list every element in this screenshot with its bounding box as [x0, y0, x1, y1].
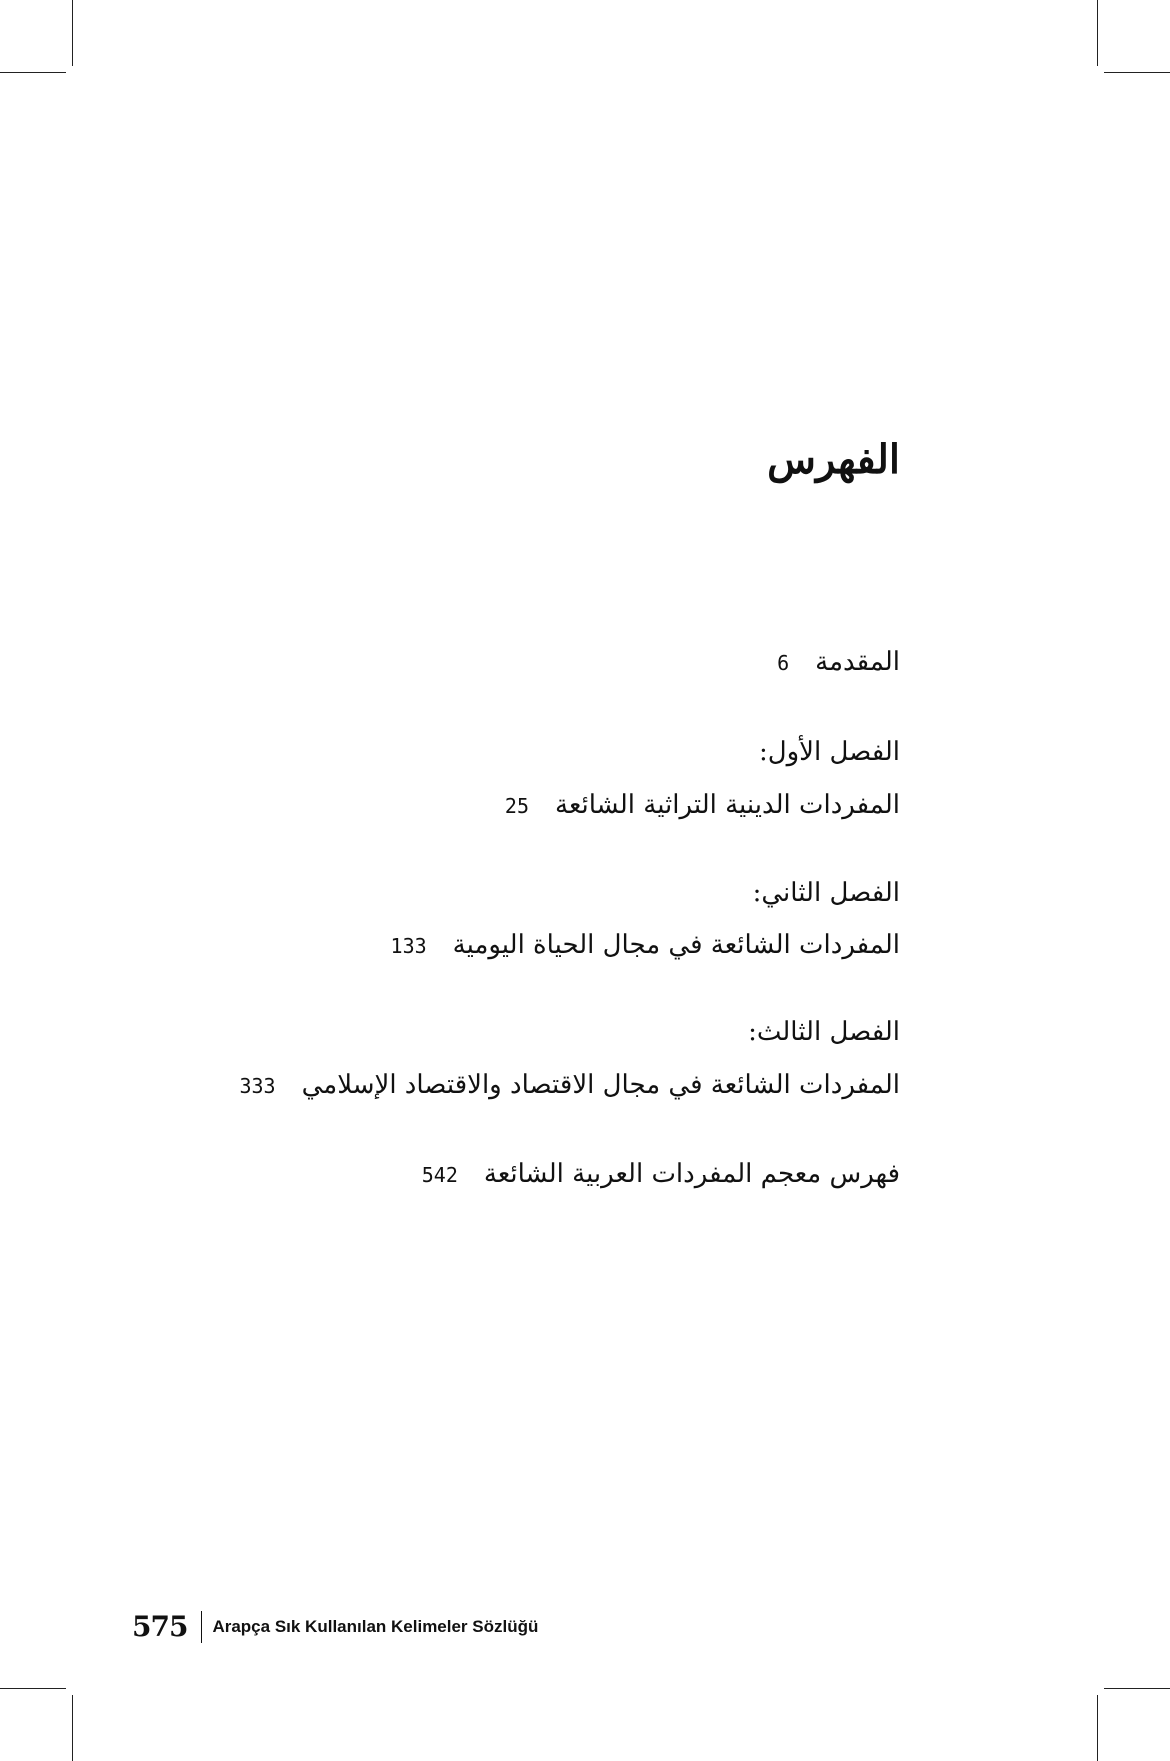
toc-chapter3-heading: الفصل الثالث: [748, 1017, 900, 1047]
toc-entry-index [422, 1157, 900, 1192]
crop-mark [0, 1688, 66, 1689]
crop-mark [1104, 72, 1170, 73]
toc-entry-page: 542 [421, 1163, 458, 1187]
toc-entry-label: المفردات الشائعة في مجال الحياة اليومية [452, 930, 900, 960]
page-footer [132, 1610, 538, 1643]
toc-entry-intro [777, 645, 900, 680]
toc-entry-page: 25 [504, 794, 530, 818]
footer-divider [201, 1611, 202, 1643]
crop-mark [1104, 1688, 1170, 1689]
page-number: 575 [132, 1610, 188, 1643]
toc-chapter2-heading: الفصل الثاني: [752, 878, 900, 908]
toc-entry-page: 6 [777, 651, 790, 675]
toc-chapter1-heading: الفصل الأول: [758, 737, 900, 767]
crop-mark [1097, 1695, 1098, 1761]
toc-entry-page: 133 [390, 934, 427, 958]
running-title: Arapça Sık Kullanılan Kelimeler Sözlüğü [212, 1616, 539, 1636]
crop-mark [1097, 0, 1098, 66]
toc-entry-label: فهرس معجم المفردات العربية الشائعة [483, 1159, 900, 1189]
toc-entry-label: المفردات الدينية التراثية الشائعة [555, 790, 900, 820]
toc-entry-label: المقدمة [815, 647, 900, 677]
toc-entry-label: المفردات الشائعة في مجال الاقتصاد والاقتصاد الإسلامي [301, 1070, 900, 1100]
toc-entry-chapter3 [239, 1068, 900, 1103]
toc-entry-page: 333 [239, 1074, 276, 1098]
crop-mark [72, 1695, 73, 1761]
toc-entry-chapter2 [391, 928, 900, 963]
crop-mark [72, 0, 73, 66]
page-title: الفهرس [767, 436, 900, 483]
toc-entry-chapter1 [505, 788, 900, 823]
crop-mark [0, 72, 66, 73]
